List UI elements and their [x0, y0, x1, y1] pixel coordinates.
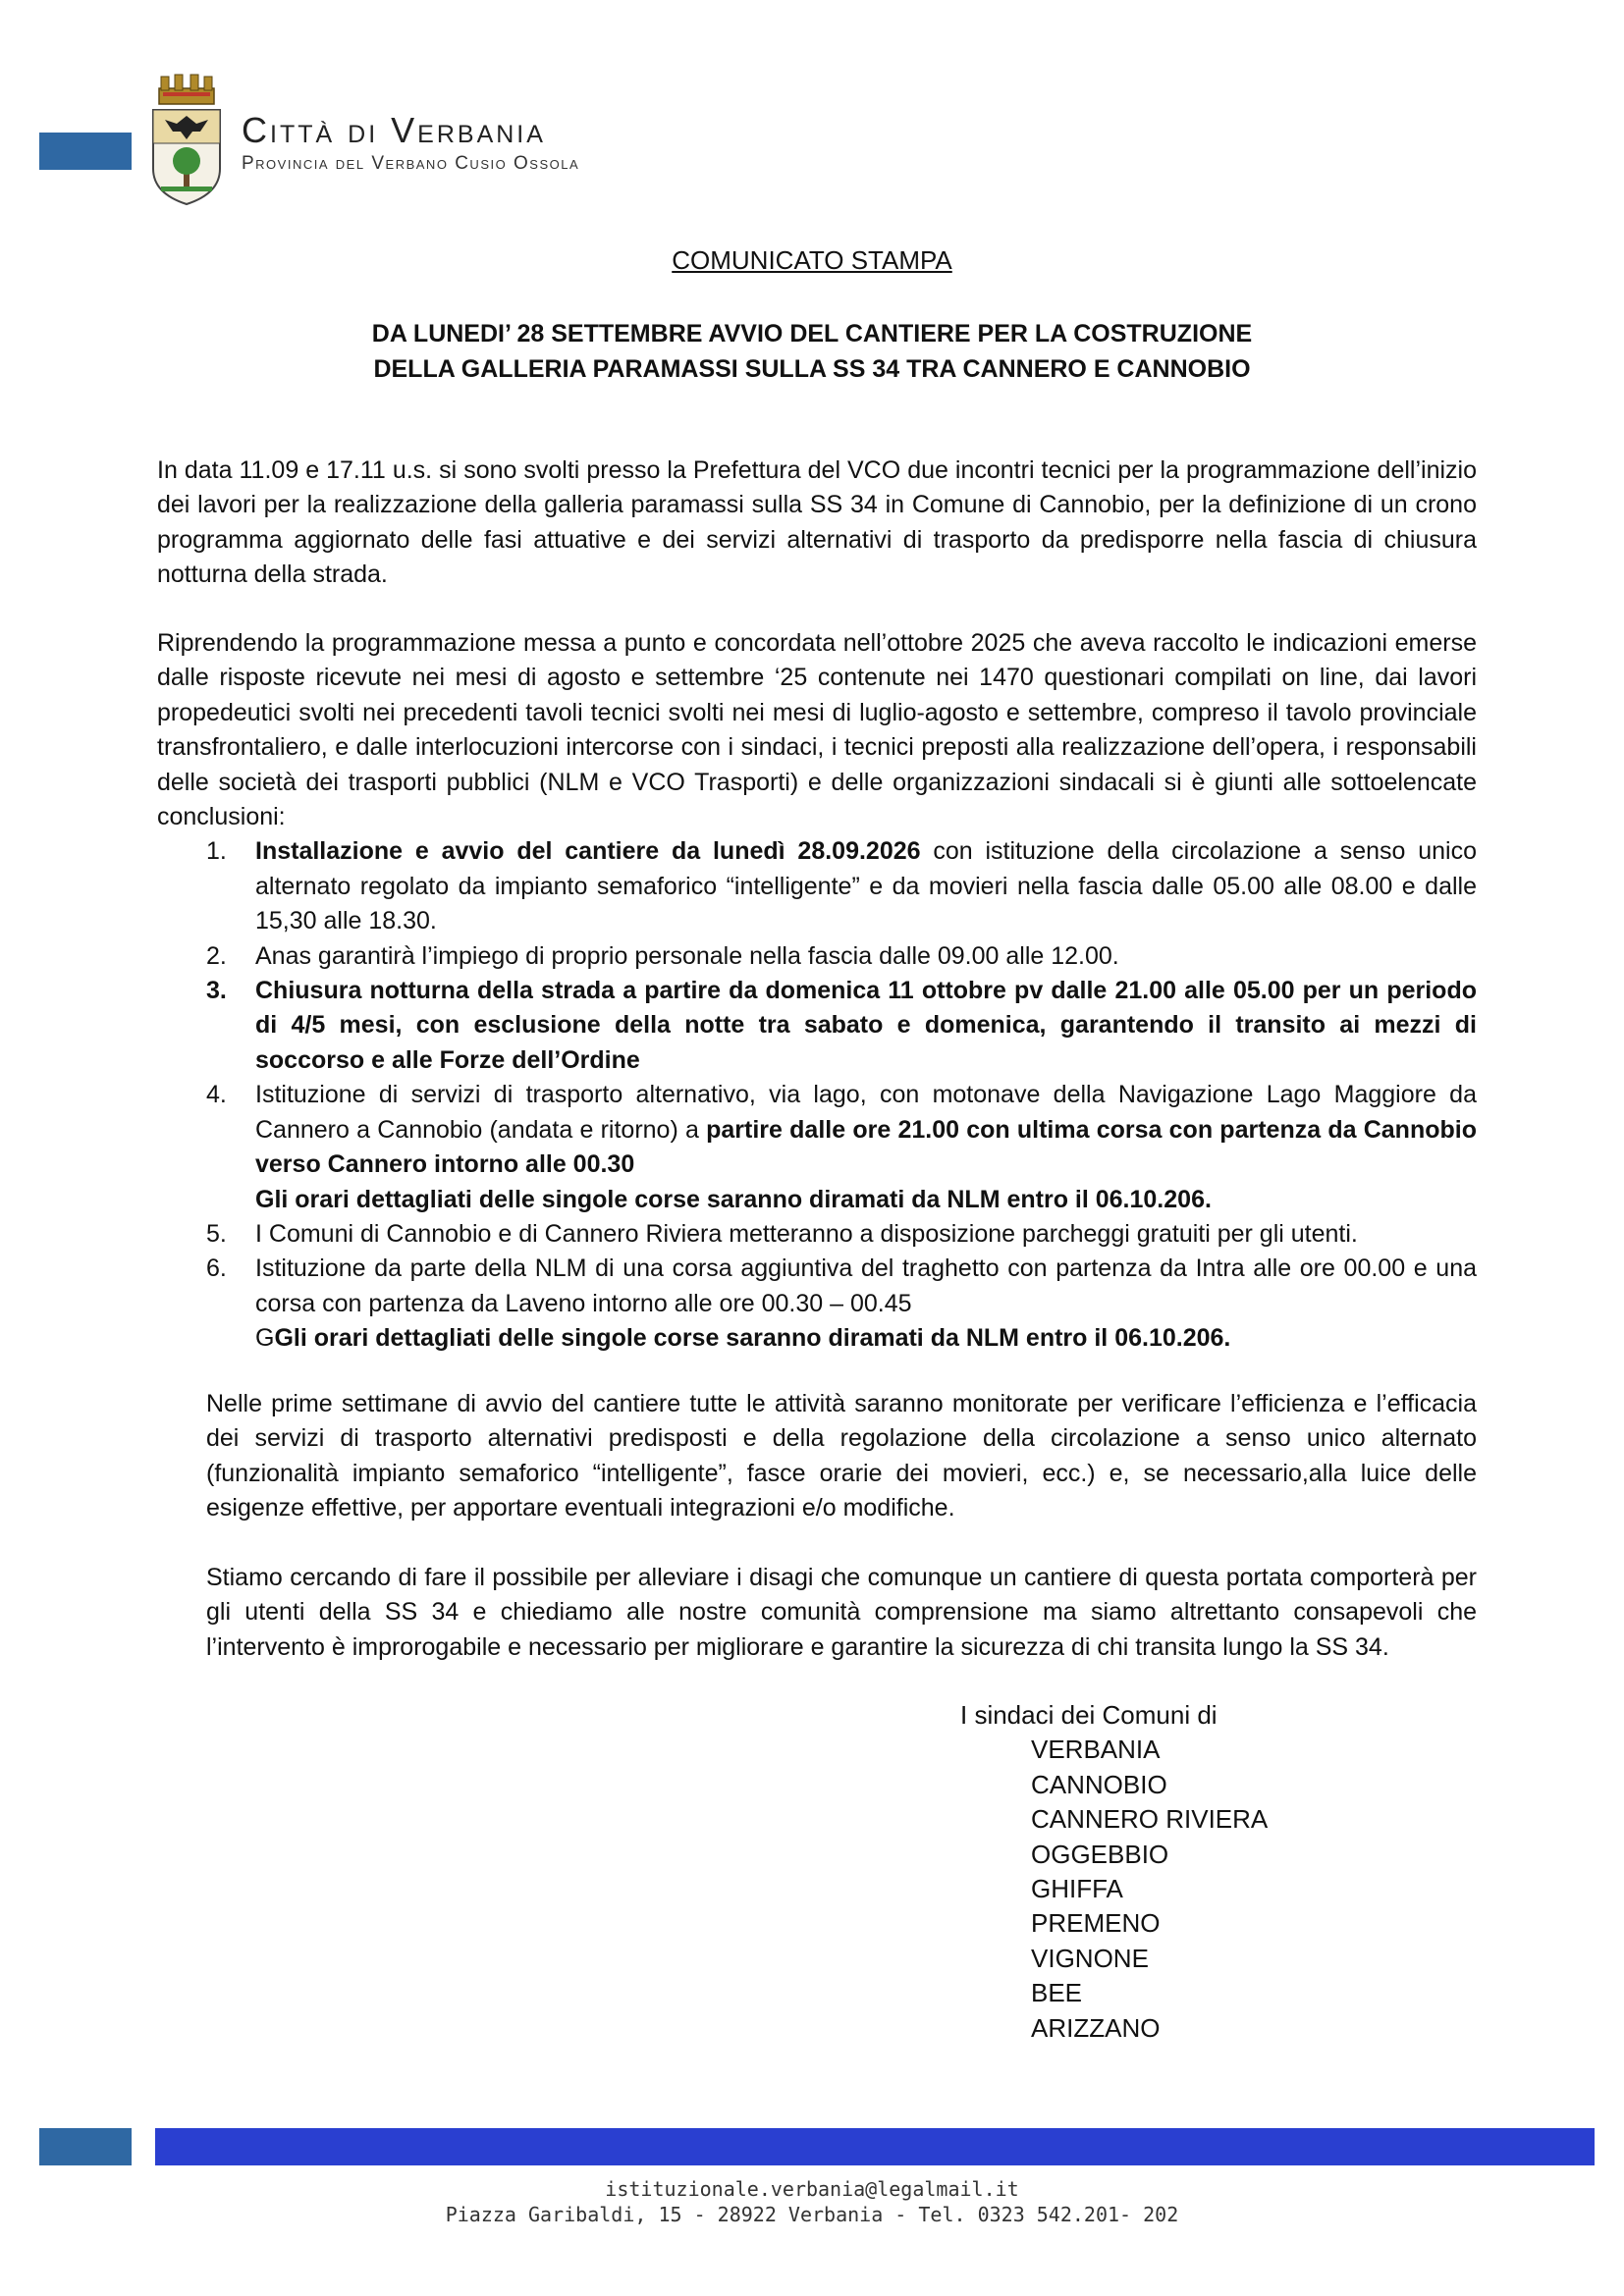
- municipality-item: ARIZZANO: [1031, 2012, 1161, 2043]
- city-title: Città di Verbania: [242, 110, 546, 150]
- list-item-bold: Chiusura notturna della strada a partire da domenica 11 ottobre pv dalle 21.00 alle 05.00 per un periodo di 4/5 mesi, con esclusione della notte tra sabato e domenica, garantendo il transito ai mezzi di soccorso e alle Forze dell’Ordine: [255, 977, 1477, 1074]
- city-subtitle: Provincia del Verbano Cusio Ossola: [242, 153, 580, 174]
- list-item: [157, 1217, 1477, 1252]
- list-number: 2.: [206, 941, 227, 970]
- municipality-item: PREMENO: [1031, 1908, 1161, 1939]
- list-item-note: Gli orari dettagliati delle singole corse saranno diramati da NLM entro il 06.10.206.: [274, 1324, 1231, 1353]
- conclusions-section: [157, 626, 1477, 1357]
- footer-address: Piazza Garibaldi, 15 - 28922 Verbania - Tel. 0323 542.201- 202: [445, 2203, 1179, 2226]
- list-item: [157, 939, 1477, 974]
- paragraph-3: Nelle prime settimane di avvio del cantiere tutte le attività saranno monitorate per verificare l’efficienza e l’efficacia dei servizi di trasporto alternativi predisposti e della regolazione della circolazione a senso unico alternato (funzionalità impianto semaforico “intelligente”, fasce orarie dei movieri, ecc.) e, se necessario,alla luice delle esigenze effettive, per apportare eventuali integrazioni e/o modifiche.: [206, 1390, 1477, 1522]
- paragraph-2: Riprendendo la programmazione messa a punto e concordata nell’ottobre 2025 che aveva raccolto le indicazioni emerse dalle risposte ricevute nei mesi di agosto e settembre ‘25 contenute nei 1470 questionari compilati on line, dai lavori propedeutici svolti nei precedenti tavoli tecnici svolti nei mesi di luglio-agosto e settembre, compreso il tavolo provinciale transfrontaliero, e dalle interlocuzioni intercorse con i sindaci, i tecnici preposti alla realizzazione dell’opera, i responsabili delle società dei trasporti pubblici (NLM e VCO Trasporti) e delle organizzazioni sindacali si è giunti alle sottoelencate conclusioni:: [157, 629, 1477, 831]
- list-item-note: Gli orari dettagliati delle singole corse saranno diramati da NLM entro il 06.10.206.: [255, 1185, 1212, 1213]
- footer-email: istituzionale.verbania@legalmail.it: [605, 2177, 1019, 2201]
- municipality-item: CANNOBIO: [1031, 1769, 1167, 1799]
- municipality-item: CANNERO RIVIERA: [1031, 1804, 1269, 1835]
- paragraph-1: In data 11.09 e 17.11 u.s. si sono svolti presso la Prefettura del VCO due incontri tecnici per la programmazione dell’inizio dei lavori per la realizzazione della galleria paramassi sulla SS 34 in Comune di Cannobio, per la definizione di un crono programma aggiornato delle fasi attuative e dei servizi alternativi di trasporto da predisporre nella fascia di chiusura notturna della strada.: [157, 456, 1477, 589]
- list-item-text: I Comuni di Cannobio e di Cannero Riviera metteranno a disposizione parcheggi gratuiti per gli utenti.: [255, 1219, 1358, 1248]
- list-item: [157, 1078, 1477, 1217]
- municipalities-list: [960, 1733, 1268, 2046]
- list-number: 6.: [206, 1255, 227, 1283]
- conclusions-list: [157, 834, 1477, 1356]
- list-number: 5.: [206, 1219, 227, 1248]
- header-accent-bar: [39, 133, 132, 170]
- municipality-item: GHIFFA: [1031, 1874, 1123, 1904]
- list-item-text: Istituzione di servizi di trasporto alternativo, via lago, con motonave della Navigazione Lago Maggiore da Cannero a Cannobio (andata e ritorno) a: [255, 1081, 1477, 1144]
- municipality-item: BEE: [1031, 1978, 1083, 2008]
- signature-intro: I sindaci dei Comuni di: [960, 1700, 1218, 1730]
- signature-block: [960, 1698, 1268, 2046]
- headline-line-2: DELLA GALLERIA PARAMASSI SULLA SS 34 TRA CANNERO E CANNOBIO: [373, 355, 1251, 383]
- list-number: 4.: [206, 1081, 227, 1109]
- municipality-item: VIGNONE: [1031, 1943, 1149, 1973]
- list-item-prefix: G: [255, 1324, 275, 1353]
- list-item-text: con istituzione della circolazione a senso unico alternato regolato da impianto semaforico “intelligente” e da movieri nella fascia dalle 05.00 alle 08.00 e dalle 15,30 alle 18.30.: [255, 837, 1477, 935]
- city-crest-icon: [147, 71, 226, 208]
- list-item-text: Istituzione da parte della NLM di una corsa aggiuntiva del traghetto con partenza da Intra alle ore 00.00 e una corsa con partenza da Laveno intorno alle ore 00.30 – 00.45: [255, 1255, 1477, 1317]
- municipality-item: OGGEBBIO: [1031, 1839, 1169, 1869]
- footer-accent-bar: [39, 2128, 132, 2165]
- footer-bar: [155, 2128, 1595, 2165]
- headline-line-1: DA LUNEDI’ 28 SETTEMBRE AVVIO DEL CANTIERE PER LA COSTRUZIONE: [371, 320, 1253, 347]
- list-item-bold: partire dalle ore 21.00 con ultima corsa con partenza da Cannobio verso Cannero intorno alle 00.30: [255, 1115, 1477, 1179]
- list-item-bold: Installazione e avvio del cantiere da lunedì 28.09.2026: [255, 837, 921, 866]
- list-number: 1.: [206, 837, 227, 866]
- paragraph-4: Stiamo cercando di fare il possibile per alleviare i disagi che comunque un cantiere di questa portata comporterà per gli utenti della SS 34 e chiediamo alle nostre comunità comprensione ma siamo altrettanto consapevoli che l’intervento è improrogabile e necessario per migliorare e garantire la sicurezza di chi transita lungo la SS 34.: [206, 1564, 1477, 1661]
- municipality-item: VERBANIA: [1031, 1735, 1161, 1765]
- list-item: [157, 834, 1477, 938]
- list-number: 3.: [206, 977, 227, 1005]
- list-item: [157, 974, 1477, 1078]
- list-item: [157, 1252, 1477, 1356]
- list-item-text: Anas garantirà l’impiego di proprio personale nella fascia dalle 09.00 alle 12.00.: [255, 941, 1119, 970]
- press-release-label: COMUNICATO STAMPA: [672, 245, 952, 275]
- headline: [0, 316, 1624, 387]
